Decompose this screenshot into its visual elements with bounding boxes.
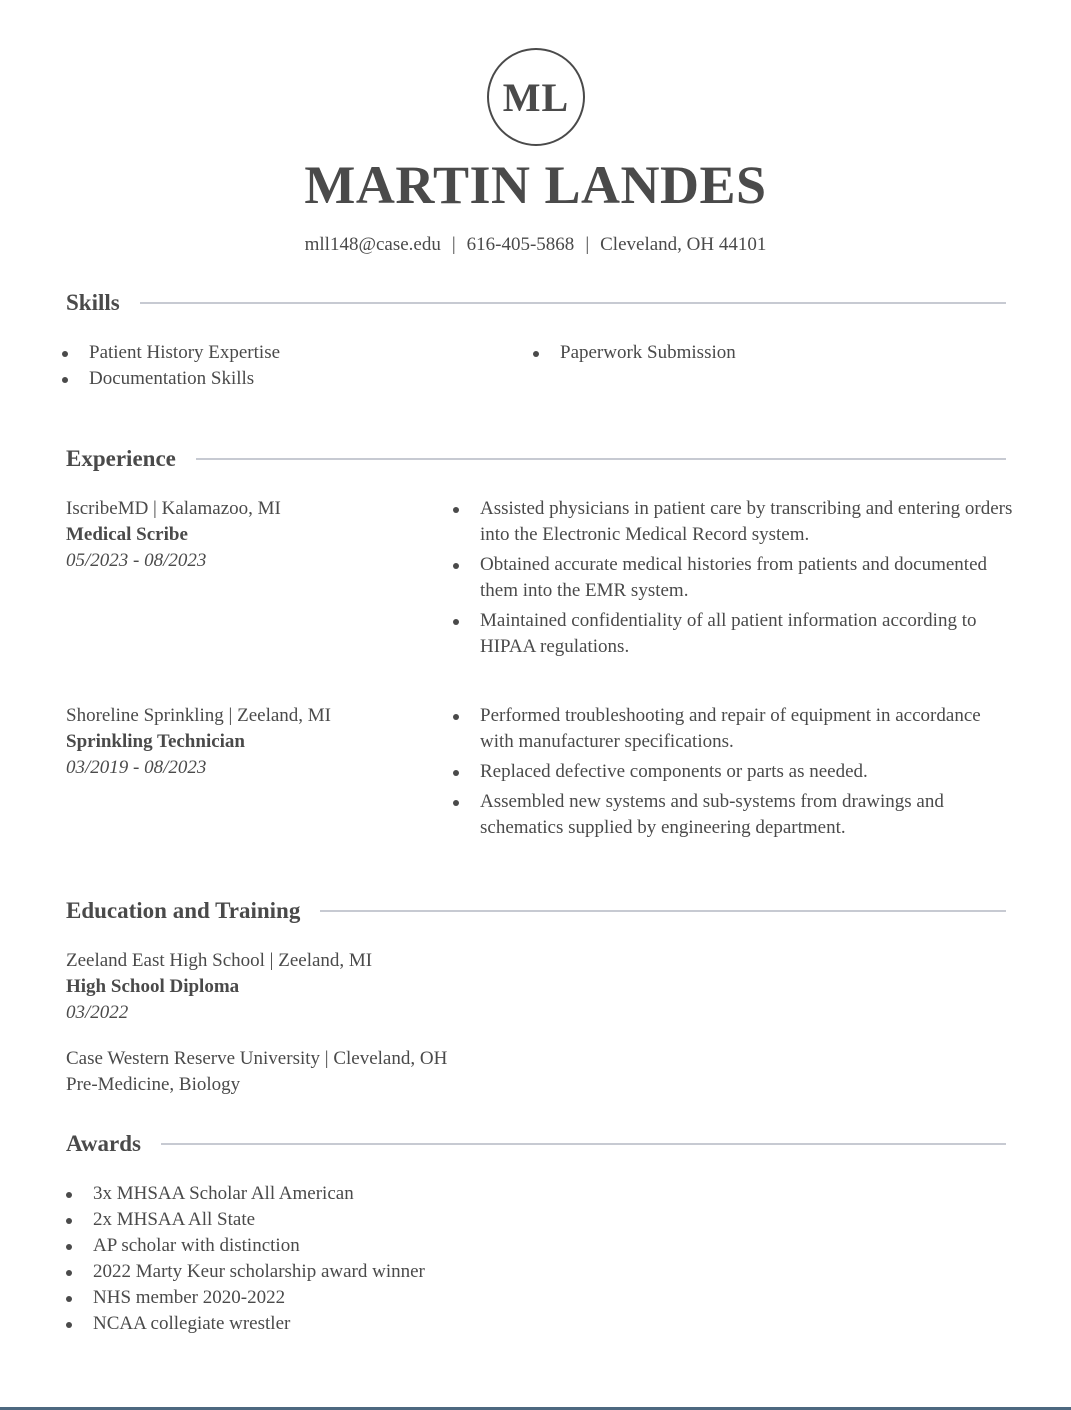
job-bullet: Obtained accurate medical histories from patients and documented them into the EMR system. <box>453 552 1013 604</box>
job-bullet: Maintained confidentiality of all patient information according to HIPAA regulations. <box>453 608 1013 660</box>
contact-line <box>0 233 1071 257</box>
job-meta <box>66 496 436 574</box>
award-item: NCAA collegiate wrestler <box>66 1311 766 1337</box>
job-bullet: Replaced defective components or parts as needed. <box>453 759 1013 785</box>
skills-list-right <box>533 340 953 366</box>
job-company: IscribeMD | Kalamazoo, MI <box>66 498 281 519</box>
skill-item: Patient History Expertise <box>62 340 482 366</box>
contact-phone[interactable]: 616-405-5868 <box>466 234 575 255</box>
section-divider <box>320 910 1006 912</box>
candidate-name: MARTIN LANDES <box>304 155 767 215</box>
monogram-badge <box>487 48 585 146</box>
job-dates: 05/2023 - 08/2023 <box>66 550 207 571</box>
skills-title: Skills <box>66 290 120 315</box>
skill-item: Paperwork Submission <box>533 340 953 366</box>
skills-section-header <box>66 289 1006 317</box>
skills-list-left <box>62 340 482 392</box>
contact-location: Cleveland, OH 44101 <box>600 234 767 255</box>
monogram-initials: ML <box>502 74 570 120</box>
skill-item: Documentation Skills <box>62 366 482 392</box>
contact-separator: | <box>451 234 456 255</box>
award-item: 2x MHSAA All State <box>66 1207 766 1233</box>
job-dates: 03/2019 - 08/2023 <box>66 757 207 778</box>
section-divider <box>161 1143 1006 1145</box>
contact-email[interactable]: mll148@case.edu <box>304 234 441 255</box>
section-divider <box>140 302 1006 304</box>
job-bullets <box>453 703 1013 845</box>
job-bullet: Assembled new systems and sub-systems from drawings and schematics supplied by engineering department. <box>453 789 1013 841</box>
job-bullet: Assisted physicians in patient care by transcribing and entering orders into the Electronic Medical Record system. <box>453 496 1013 548</box>
education-entry <box>66 1046 666 1098</box>
experience-title: Experience <box>66 446 176 471</box>
education-entry <box>66 948 666 1026</box>
award-item: 3x MHSAA Scholar All American <box>66 1181 766 1207</box>
awards-section-header <box>66 1130 1006 1158</box>
award-item: NHS member 2020-2022 <box>66 1285 766 1311</box>
award-item: AP scholar with distinction <box>66 1233 766 1259</box>
job-title: Medical Scribe <box>66 524 188 545</box>
section-divider <box>196 458 1006 460</box>
job-company: Shoreline Sprinkling | Zeeland, MI <box>66 705 332 726</box>
education-degree: High School Diploma <box>66 976 240 997</box>
education-title: Education and Training <box>66 898 301 923</box>
education-date: 03/2022 <box>66 1002 129 1023</box>
education-field: Pre-Medicine, Biology <box>66 1074 241 1095</box>
job-bullet: Performed troubleshooting and repair of equipment in accordance with manufacturer specifications. <box>453 703 1013 755</box>
job-bullets <box>453 496 1013 664</box>
awards-list <box>66 1181 766 1337</box>
job-meta <box>66 703 436 781</box>
award-item: 2022 Marty Keur scholarship award winner <box>66 1259 766 1285</box>
education-school: Zeeland East High School | Zeeland, MI <box>66 950 373 971</box>
contact-separator: | <box>585 234 590 255</box>
education-school: Case Western Reserve University | Cleveland, OH <box>66 1048 448 1069</box>
experience-section-header <box>66 445 1006 473</box>
awards-title: Awards <box>66 1131 141 1156</box>
education-section-header <box>66 897 1006 925</box>
job-title: Sprinkling Technician <box>66 731 245 752</box>
